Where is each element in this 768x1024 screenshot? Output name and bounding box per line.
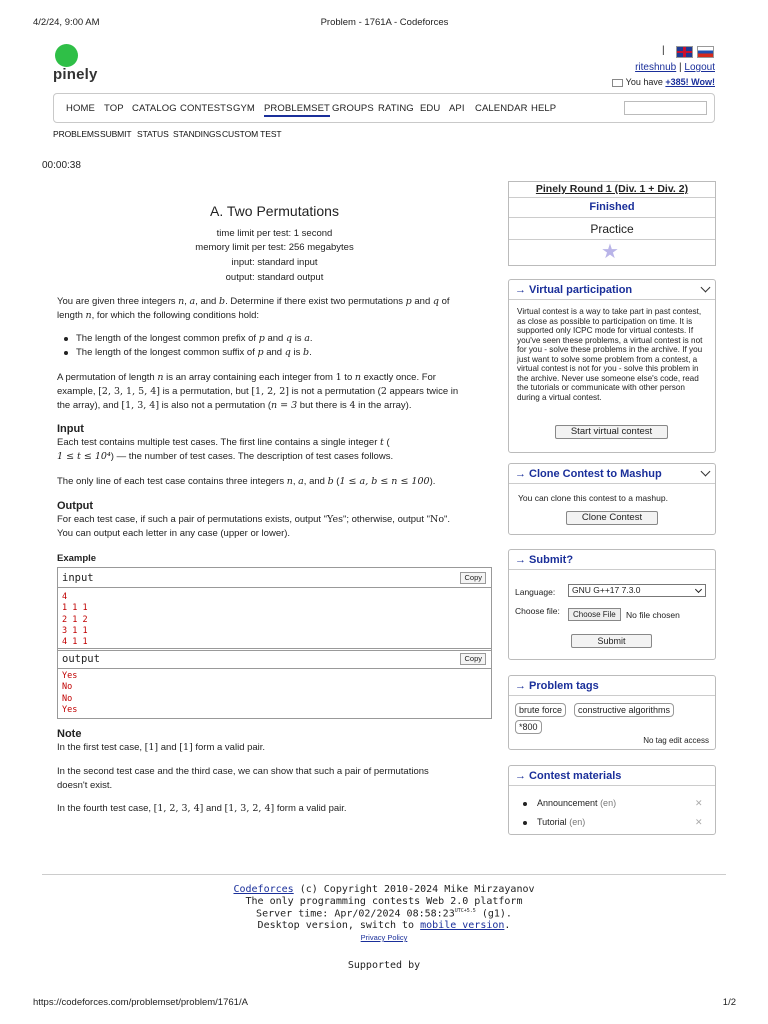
tag-constructive-algorithms[interactable]: constructive algorithms	[574, 703, 674, 717]
text-span: and	[203, 803, 225, 814]
round-name-link[interactable]: Pinely Round 1 (Div. 1 + Div. 2)	[535, 183, 689, 195]
footer-privacy	[0, 933, 768, 942]
utc-offset: UTC+5.5	[454, 908, 476, 914]
text-span: In the second test case and the third case, we can show that such a pair of permutations	[57, 766, 429, 777]
sample-input-line: 1 1 1	[62, 603, 88, 614]
text-span: form a valid pair.	[192, 742, 266, 753]
sample-output-box	[57, 648, 492, 719]
note-heading: Note	[57, 728, 82, 740]
sample-input-line: 2 1 2	[62, 614, 88, 625]
chevron-down-icon[interactable]	[701, 467, 711, 477]
round-status: Finished	[509, 198, 715, 218]
print-header	[33, 17, 736, 29]
tag-edit-note: No tag edit access	[643, 736, 709, 745]
note-first	[57, 741, 492, 755]
note-fourth	[57, 802, 492, 816]
no-file-text: No file chosen	[626, 610, 680, 620]
text-span: is not a permutation (	[288, 386, 381, 397]
text-span: ) — the number of test cases. The description of test cases follows.	[110, 451, 394, 462]
note-second	[57, 765, 492, 793]
example-label: Example	[57, 553, 97, 564]
text-span: in the array).	[355, 400, 412, 411]
text-span: is	[293, 347, 301, 358]
math-two: 2	[380, 386, 387, 397]
sample-input-header	[58, 568, 491, 588]
material-announcement[interactable]	[523, 798, 616, 808]
menu-problemset[interactable]: PROBLEMSET	[264, 103, 330, 117]
footer-server-time	[0, 908, 768, 919]
sample-input-body	[58, 588, 491, 650]
menu-calendar[interactable]: CALENDAR	[475, 103, 528, 114]
menu-home[interactable]: HOME	[66, 103, 95, 114]
print-datetime: 4/2/24, 9:00 AM	[33, 17, 100, 28]
sample-output-body	[58, 669, 491, 718]
text-span: , and	[303, 476, 328, 487]
rating-change-link[interactable]: +385! Wow!	[665, 77, 715, 87]
problem-title: A. Two Permutations	[210, 203, 339, 219]
condition-list	[57, 332, 313, 360]
text-span: . Determine if there exist two permutations	[225, 296, 406, 307]
math-b: b	[218, 296, 226, 307]
output-heading: Output	[57, 500, 94, 512]
math-n: n	[286, 476, 293, 487]
material-lang: (en)	[600, 798, 617, 808]
lang-separator: |	[662, 45, 665, 56]
math-n: n	[157, 372, 164, 383]
contest-timer: 00:00:38	[42, 160, 81, 171]
math-b: b	[327, 476, 334, 487]
math-a: a	[298, 476, 304, 487]
text-span: The length of the longest common suffix of	[76, 347, 255, 358]
submit-button[interactable]: Submit	[571, 634, 652, 648]
contest-materials-title: → Contest materials	[515, 770, 622, 782]
text-span: and	[267, 333, 284, 344]
input-spec	[57, 436, 492, 464]
text-span: appears twice in	[386, 386, 459, 397]
username-link[interactable]: riteshnub	[635, 62, 677, 73]
virtual-participation-title: → Virtual participation	[515, 284, 633, 296]
submit-box	[508, 549, 716, 660]
sample-output-label: output	[62, 653, 100, 665]
text-span: (	[383, 437, 390, 448]
math-example-2: [1, 2, 2]	[251, 386, 289, 397]
menu-catalog[interactable]: CATALOG	[132, 103, 177, 114]
text-span: exactly once. For	[361, 372, 436, 383]
desktop-text: Desktop version, switch to	[257, 920, 421, 931]
ru-flag-icon[interactable]	[697, 46, 714, 58]
math-p: p	[258, 333, 265, 344]
server-time: Server time: Apr/02/2024 08:58:23	[256, 908, 455, 920]
clone-contest-button[interactable]: Clone Contest	[566, 511, 658, 525]
chevron-down-icon[interactable]	[701, 283, 711, 293]
text-span: length	[57, 310, 86, 321]
round-info-box	[508, 181, 716, 266]
text-span: and	[158, 742, 180, 753]
round-name[interactable]	[509, 182, 715, 198]
clone-contest-text: You can clone this contest to a mashup.	[518, 493, 668, 503]
sample-input-line: 4	[62, 592, 68, 602]
menu-api[interactable]: API	[449, 103, 465, 114]
memory-limit: memory limit per test: 256 megabytes	[195, 242, 354, 253]
search-input[interactable]	[624, 101, 707, 115]
math-b: b	[302, 347, 310, 358]
sample-input-line: 3 1 1	[62, 625, 88, 636]
contest-materials-header	[509, 766, 715, 786]
mobile-version-link[interactable]: mobile version	[420, 920, 505, 931]
problem-tags-header	[509, 676, 715, 696]
virtual-participation-header[interactable]	[509, 280, 715, 300]
menu-gym[interactable]: GYM	[233, 103, 255, 114]
submenu-status[interactable]: STATUS	[137, 129, 169, 139]
text-span: and	[411, 296, 433, 307]
text-span: A permutation of length	[57, 372, 158, 383]
math-one: 1	[335, 372, 342, 383]
close-icon: ✕	[695, 798, 703, 808]
privacy-policy-link[interactable]: Privacy Policy	[360, 933, 408, 942]
text-span: to	[341, 372, 355, 383]
logo-dot-icon	[55, 44, 78, 67]
text-span: Each test contains multiple test cases. The first line contains a single integer	[57, 437, 380, 448]
text-span: , and	[195, 296, 219, 307]
footer-copyright	[0, 884, 768, 895]
submit-title: → Submit?	[515, 554, 574, 566]
math-q: q	[285, 333, 293, 344]
legend-paragraph: You are given three integers n, a, and b. Determine if there exist two permutations p and q of length n, for which the following conditions hold:	[57, 296, 450, 321]
footer-supported: Supported by	[347, 960, 421, 971]
permutation-paragraph	[57, 371, 492, 413]
math-p4: [1, 2, 3, 4]	[153, 803, 204, 814]
submenu-submit[interactable]: SUBMIT	[100, 129, 132, 139]
sample-input-line: 4 1 1	[62, 637, 88, 648]
math-n: n	[354, 372, 361, 383]
submenu-standings[interactable]: STANDINGS	[173, 129, 222, 139]
period: .	[504, 920, 511, 931]
site-logo[interactable]	[53, 44, 113, 84]
math-a: a	[189, 296, 196, 307]
math-a: a	[304, 333, 310, 344]
text-span: is a permutation, but	[159, 386, 252, 397]
text-span: and	[266, 347, 283, 358]
clone-contest-header[interactable]	[509, 464, 715, 484]
text-span: , for which the following conditions hold:	[91, 310, 260, 321]
tag-brute-force[interactable]: brute force	[515, 703, 566, 717]
material-tutorial[interactable]	[523, 817, 585, 827]
sample-input-box	[57, 567, 492, 651]
menu-rating[interactable]: RATING	[378, 103, 414, 114]
math-p: p	[257, 347, 264, 358]
user-separator: |	[679, 62, 682, 73]
material-lang: (en)	[569, 817, 586, 827]
input-line-spec: The only line of each test case contains three integers n, a, and b (1 ≤ a, b ≤ n ≤ 100).	[57, 476, 436, 487]
user-links	[635, 62, 715, 73]
codeforces-link[interactable]: Codeforces	[233, 884, 294, 895]
sample-output-line: No	[62, 682, 73, 693]
submenu-problems[interactable]: PROBLEMS	[53, 129, 100, 139]
text-span: is also not a permutation (	[159, 400, 271, 411]
envelope-icon	[612, 79, 623, 87]
math-ab-range: 1 ≤ a, b ≤ n ≤ 100	[339, 476, 430, 487]
math-p: p	[405, 296, 412, 307]
submit-header	[509, 550, 715, 570]
input-file: input: standard input	[231, 257, 318, 268]
math-n: n	[85, 310, 92, 321]
copyright-text: (c) Copyright 2010-2024 Mike Mirzayanov	[293, 884, 535, 895]
round-mode: Practice	[509, 218, 715, 240]
text-span: In the fourth test case,	[57, 803, 154, 814]
text-span: form a valid pair.	[274, 803, 347, 814]
text-span: "; otherwise, output "	[342, 514, 430, 525]
text-span: example,	[57, 386, 99, 397]
footer-platform: The only programming contests Web 2.0 platform	[245, 896, 523, 907]
submenu-custom-test[interactable]: CUSTOM TEST	[222, 129, 282, 139]
start-virtual-contest-button[interactable]: Start virtual contest	[555, 425, 668, 439]
sample-input-label: input	[62, 572, 94, 584]
text-span: ".	[444, 514, 451, 525]
sample-output-header	[58, 649, 491, 669]
footer-version	[0, 920, 768, 931]
time-limit: time limit per test: 1 second	[216, 228, 333, 239]
text-span: You can output each letter in any case (upper or lower).	[57, 528, 291, 539]
menu-edu[interactable]: EDU	[420, 103, 441, 114]
menu-top[interactable]: TOP	[104, 103, 124, 114]
close-icon: ✕	[695, 817, 703, 827]
math-example-3: [1, 3, 4]	[121, 400, 160, 411]
list-item: The length of the longest common suffix of p and q is b.	[57, 346, 313, 360]
text-span: The length of the longest common prefix of	[76, 333, 257, 344]
math-q4: [1, 3, 2, 4]	[224, 803, 275, 814]
math-four: 4	[349, 400, 356, 411]
choose-file-button[interactable]: Choose File	[568, 608, 621, 621]
text-span: the array), and	[57, 400, 122, 411]
text-span: In the first test case,	[57, 742, 145, 753]
text-span: of	[438, 296, 450, 307]
print-url: https://codeforces.com/problemset/problem/1761/A	[33, 997, 248, 1008]
menu-help[interactable]: HELP	[531, 103, 557, 114]
material-label[interactable]: Tutorial	[537, 817, 567, 827]
menu-contests[interactable]: CONTESTS	[180, 103, 233, 114]
math-n: n	[178, 296, 185, 307]
problem-tags-box	[508, 675, 716, 750]
material-label[interactable]: Announcement	[537, 798, 598, 808]
virtual-participation-text: Virtual contest is a way to take part in past contest, as close as possible to participation on time. It is supported only ICPC mode for virtual contests. If you've seen these problems, a virtual contest is not for you - solve these problems in the archive. If you just want to solve some problem from a contest, a virtual contest is not for you - solve this problem in the archive. Never use someone else's code, read the tutorials or communicate with other person during a virtual contest.	[517, 307, 703, 402]
text-span: is	[294, 333, 302, 344]
text-span: doesn't exist.	[57, 780, 113, 791]
clone-contest-title: → Clone Contest to Mashup	[515, 468, 662, 480]
math-no: No	[430, 514, 445, 525]
rating-prefix: You have	[625, 77, 663, 87]
math-t-range: 1 ≤ t ≤ 10⁴	[57, 451, 111, 462]
footer-divider	[42, 874, 726, 875]
math-p1: [1]	[144, 742, 159, 753]
menu-groups[interactable]: GROUPS	[332, 103, 374, 114]
sample-output-line: No	[62, 693, 73, 704]
text-span: ).	[429, 476, 436, 487]
math-q: q	[432, 296, 439, 307]
copy-output-button[interactable]: Copy	[460, 653, 486, 665]
virtual-participation-box	[508, 279, 716, 453]
text-span: but there is	[297, 400, 350, 411]
math-t: t	[380, 437, 384, 448]
favourite-star-icon[interactable]: ★	[601, 241, 619, 263]
print-page-number: 1/2	[722, 997, 736, 1008]
choose-file-label: Choose file:	[515, 606, 560, 616]
math-example-1: [2, 3, 1, 5, 4]	[98, 386, 160, 397]
tag-difficulty[interactable]: *800	[515, 720, 542, 734]
print-doc-title: Problem - 1761A - Codeforces	[320, 17, 449, 28]
rating-change-message	[612, 77, 715, 87]
main-menu	[53, 93, 715, 123]
uk-flag-icon[interactable]	[676, 46, 693, 58]
output-file: output: standard output	[225, 272, 324, 283]
problem-tags-title: → Problem tags	[515, 680, 599, 692]
copy-input-button[interactable]: Copy	[460, 572, 486, 584]
text-span: is an array containing each integer from	[163, 372, 336, 383]
input-heading: Input	[57, 423, 84, 435]
language-label: Language:	[515, 587, 556, 597]
output-spec	[57, 513, 492, 541]
logo-text: pinely	[53, 66, 98, 83]
list-item: The length of the longest common prefix of p and q is a.	[57, 332, 313, 346]
math-q1: [1]	[179, 742, 193, 753]
server-suffix: (g1).	[475, 908, 512, 920]
math-q: q	[284, 347, 291, 358]
sample-output-line: Yes	[62, 704, 78, 715]
clone-contest-box	[508, 463, 716, 535]
contest-materials-box	[508, 765, 716, 835]
text-span: For each test case, if such a pair of permutations exists, output "	[57, 514, 328, 525]
math-n-eq-3: n = 3	[271, 400, 298, 411]
sample-output-line: Yes	[62, 671, 78, 681]
logout-link[interactable]: Logout	[684, 62, 715, 73]
text-span: You are given three integers	[57, 296, 179, 307]
language-select[interactable]: GNU G++17 7.3.0	[568, 584, 706, 597]
text-span: (	[333, 476, 340, 487]
math-yes: Yes	[327, 514, 343, 525]
text-span: The only line of each test case contains three integers	[57, 476, 287, 487]
